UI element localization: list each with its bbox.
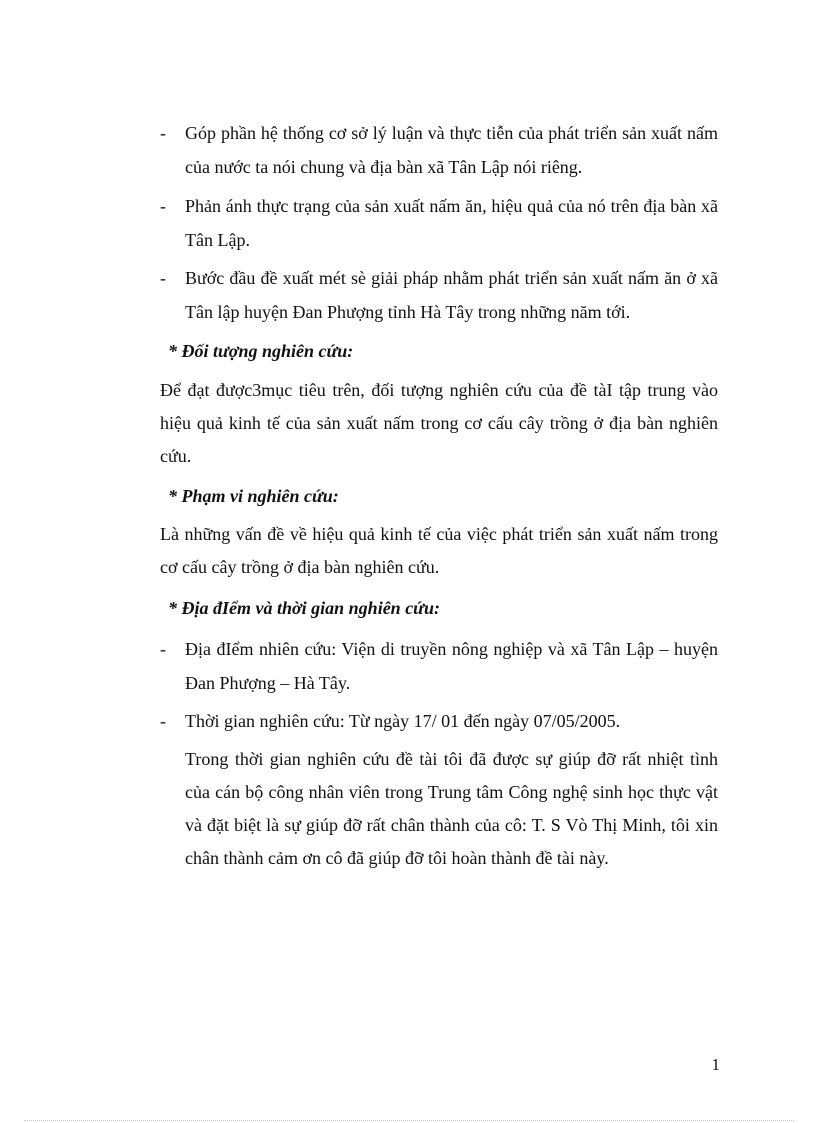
bullet-dash: -	[160, 639, 166, 659]
paragraph-research-scope: Là những vấn đề về hiệu quả kinh tế của việc phát triển sản xuất nấm trong cơ cấu cây trồng ở địa bàn nghiên cứu.	[160, 524, 718, 577]
objective-bullet-3	[160, 261, 718, 329]
paragraph-research-object: Để đạt được3mục tiêu trên, đối tượng nghiên cứu của đề tàI tập trung vào hiệu quả kinh tế của sản xuất nấm trong cơ cấu cây trồng ở địa bàn nghiên cứu.	[160, 380, 718, 466]
heading-place-time: * Địa đIểm và thời gian nghiên cứu:	[168, 598, 440, 618]
bullet-text: Bước đầu đề xuất mét sè giải pháp nhằm phát triển sản xuất nấm ăn ở xã Tân lập huyện Đan Phượng tỉnh Hà Tây trong những năm tới.	[185, 268, 718, 322]
bullet-dash: -	[160, 196, 166, 216]
bullet-dash: -	[160, 123, 166, 143]
objective-bullet-1	[160, 116, 718, 184]
acknowledgement-paragraph: Trong thời gian nghiên cứu đề tài tôi đã được sự giúp đỡ rất nhiệt tình của cán bộ công nhân viên trong Trung tâm Công nghệ sinh học thực vật và đặt biệt là sự giúp đỡ rất chân thành của cô: T. S Vò Thị Minh, tôi xin chân thành cảm ơn cô đã giúp đỡ tôi hoàn thành đề tài này.	[185, 749, 718, 868]
page-number: 1	[711, 1055, 720, 1074]
bullet-dash: -	[160, 268, 166, 288]
bullet-text: Địa đIểm nhiên cứu: Viện di truyền nông nghiệp và xã Tân Lập – huyện Đan Phượng – Hà Tây.	[185, 639, 718, 693]
place-bullet	[160, 632, 718, 700]
heading-research-scope: * Phạm vi nghiên cứu:	[168, 486, 339, 506]
bullet-text: Góp phần hệ thống cơ sở lý luận và thực tiễn của phát triển sản xuất nấm của nước ta nói chung và địa bàn xã Tân Lập nói riêng.	[185, 123, 718, 177]
heading-research-object: * Đối tượng nghiên cứu:	[168, 341, 354, 361]
bullet-text: Phản ánh thực trạng của sản xuất nấm ăn, hiệu quả của nó trên địa bàn xã Tân Lập.	[185, 196, 718, 250]
page-bottom-divider	[24, 1120, 794, 1121]
bullet-dash: -	[160, 711, 166, 731]
objective-bullet-2	[160, 189, 718, 257]
bullet-text: Thời gian nghiên cứu: Từ ngày 17/ 01 đến ngày 07/05/2005.	[185, 711, 621, 731]
time-bullet	[160, 704, 718, 738]
